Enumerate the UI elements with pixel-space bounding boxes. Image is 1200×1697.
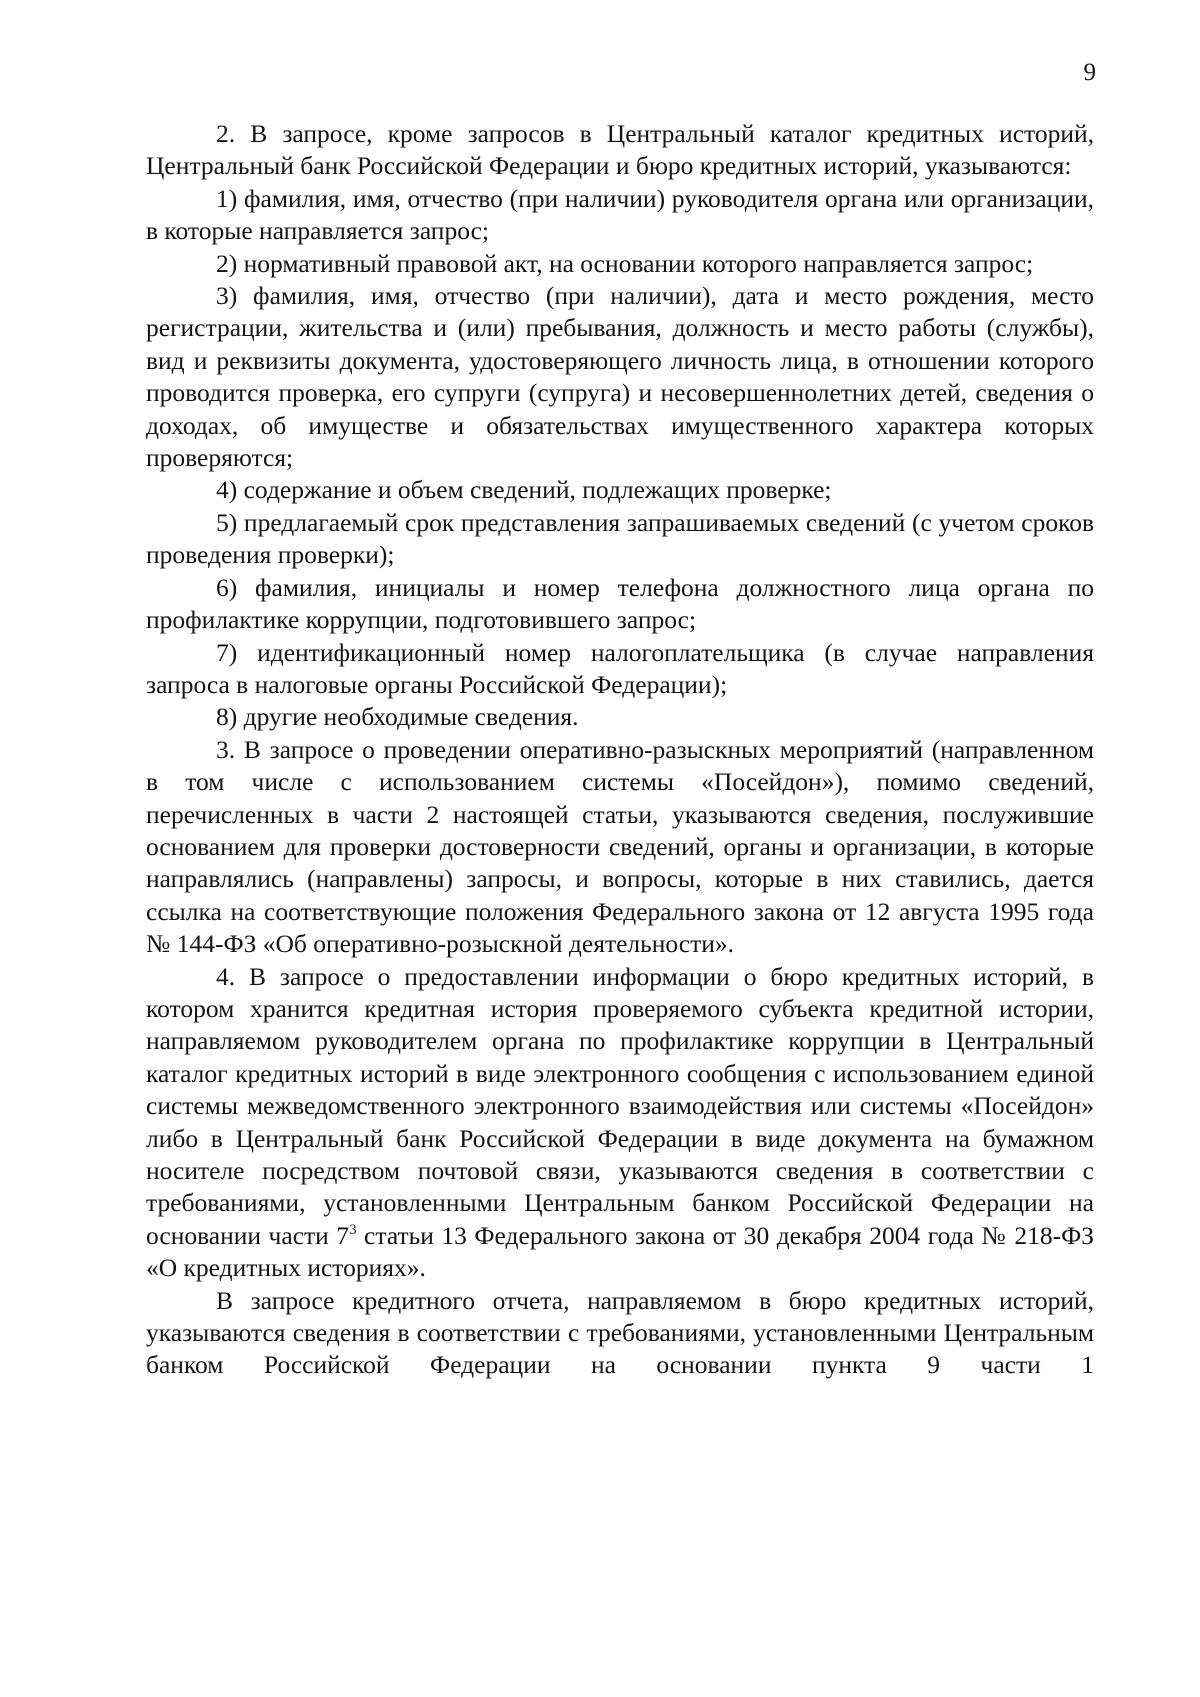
section-2-intro: 2. В запросе, кроме запросов в Центральный каталог кредитных историй, Центральный банк Российской Федерации и бюро кредитных историй, указываются: [146,119,1094,181]
page-number: 9 [1083,59,1096,86]
section-4-superscript: 3 [349,1221,357,1238]
section-2-item-1: 1) фамилия, имя, отчество (при наличии) руководителя органа или организации, в которые направляется запрос; [146,183,1094,246]
closing-paragraph: В запросе кредитного отчета, направляемом в бюро кредитных историй, указываются сведения в соответствии с требованиями, установленными Центральным банком Российской Федерации на основании пункта 9 части 1 [146,1285,1094,1380]
document-body [146,118,1094,1382]
section-2-item-4: 4) содержание и объем сведений, подлежащих проверке; [216,475,832,505]
section-3-paragraph: 3. В запросе о проведении оперативно-разыскных мероприятий (направленном в том числе с использованием системы «Посейдон»), помимо сведений, перечисленных в части 2 настоящей статьи, указываются сведения, послужившие основанием для проверки достоверности сведений, органы и организации, в которые направлялись (направлены) запросы, и вопросы, которые в них ставились, дается ссылка на соответствующие положения Федерального закона от 12 августа 1995 года № 144-ФЗ «Об оперативно-розыскной деятельности». [146,734,1094,959]
section-4-text-before: 4. В запросе о предоставлении информации о бюро кредитных историй, в котором хранится кредитная история проверяемого субъекта кредитной истории, направляемом руководителем органа по профилактике коррупции в Центральный каталог кредитных историй в виде электронного сообщения с использованием единой системы межведомственного электронного взаимодействия или системы «Посейдон» либо в Центральный банк Российской Федерации в виде документа на бумажном носителе посредством почтовой связи, указываются сведения в соответствии с требованиями, установленными Центральным банком Российской Федерации на основании части 7 [146,961,1094,1250]
section-4-paragraph [146,961,1094,1285]
section-2-item-3: 3) фамилия, имя, отчество (при наличии), дата и место рождения, место регистрации, жительства и (или) пребывания, должность и место работы (службы), вид и реквизиты документа, удостоверяющего личность лица, в отношении которого проводится проверка, его супруги (супруга) и несовершеннолетних детей, сведения о доходах, об имуществе и обязательствах имущественного характера которых проверяются; [146,281,1094,473]
section-2-item-2: 2) нормативный правовой акт, на основании которого направляется запрос; [216,248,1034,278]
section-2-item-8: 8) другие необходимые сведения. [216,702,579,732]
section-2-item-7: 7) идентификационный номер налогоплательщика (в случае направления запроса в налоговые органы Российской Федерации); [146,637,1094,699]
section-2-item-5: 5) предлагаемый срок представления запрашиваемых сведений (с учетом сроков проведения проверки); [146,507,1094,570]
section-2-item-6: 6) фамилия, инициалы и номер телефона должностного лица органа по профилактике коррупции, подготовившего запрос; [146,572,1094,635]
section-4-text-after: статьи 13 Федерального закона от 30 декабря 2004 года № 218-ФЗ «О кредитных историях». [146,1220,1094,1283]
